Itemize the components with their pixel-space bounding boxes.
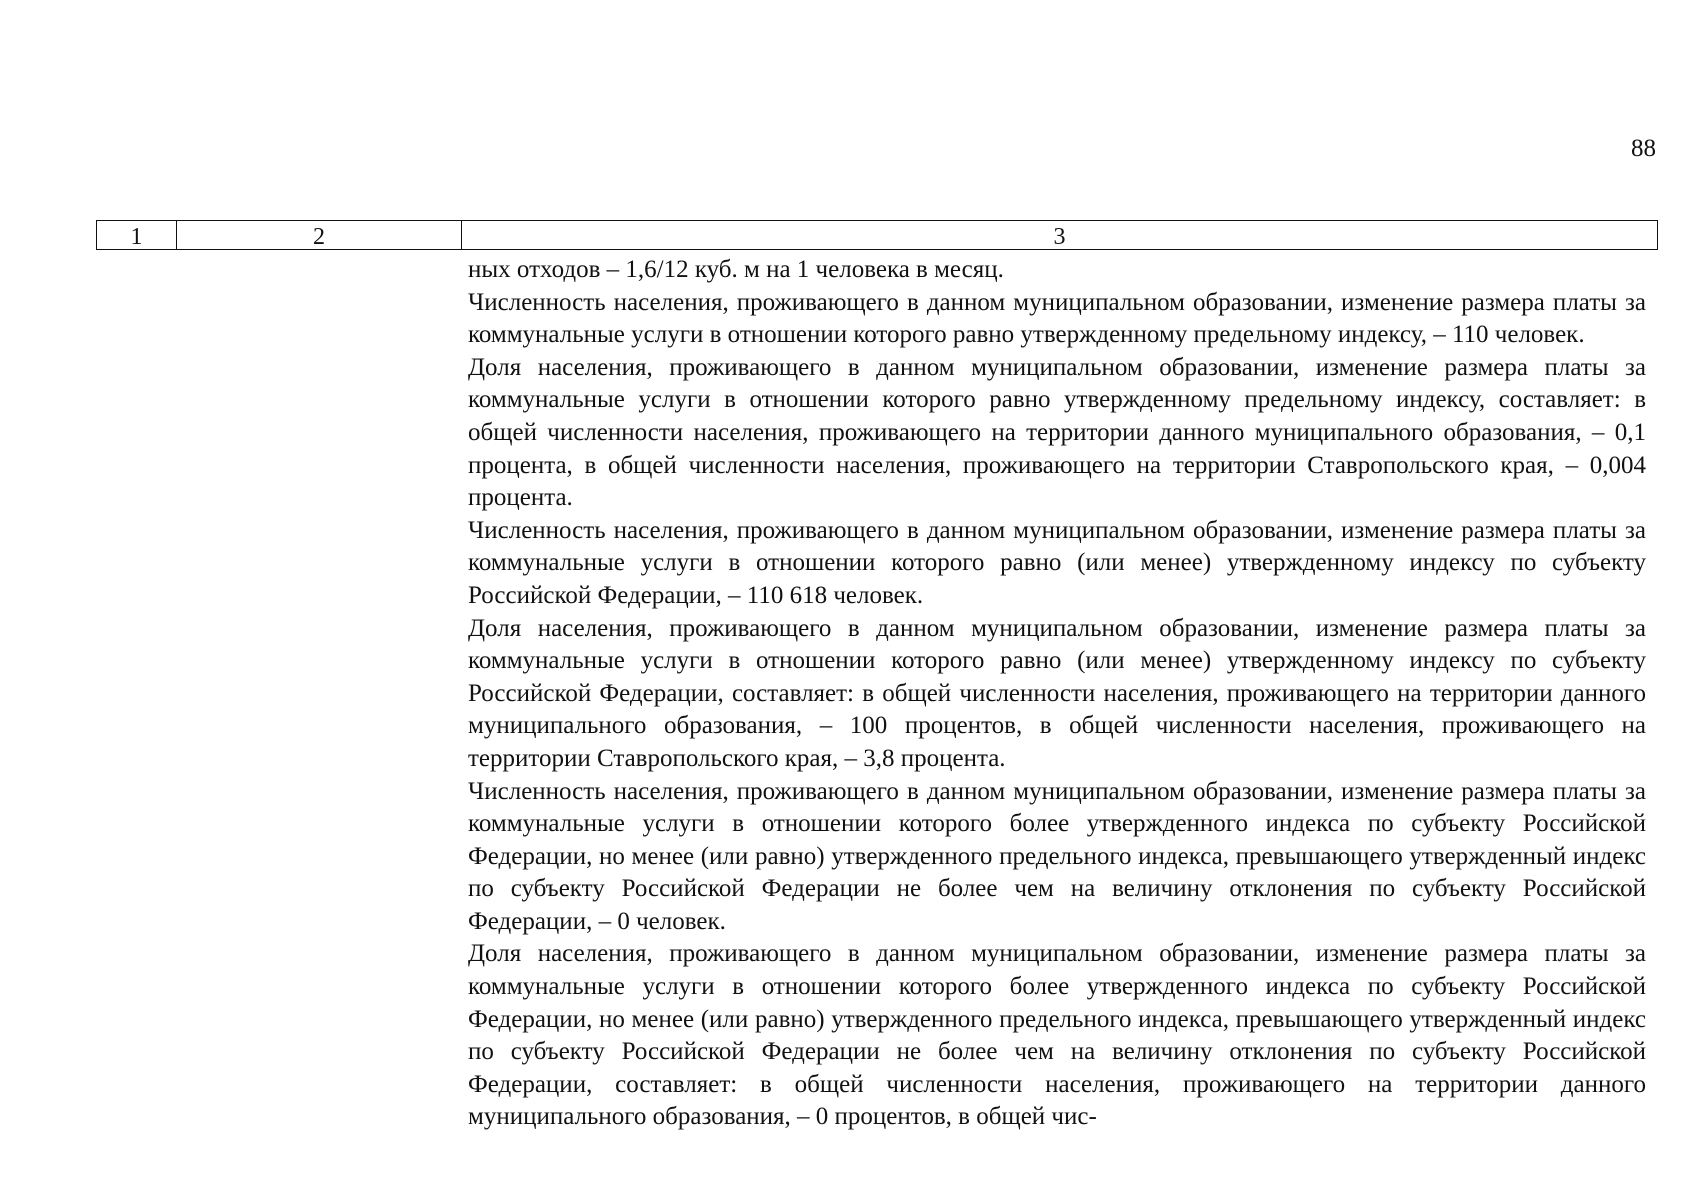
column-3-content bbox=[468, 254, 1646, 1134]
column-header-2: 2 bbox=[177, 221, 462, 250]
paragraph-population-above-index: Численность населения, проживающего в данном муниципальном образовании, изменение размера платы за коммунальные услуги в отношении которого более утвержденного индекса по субъекту Российской Федерации, но менее (или равно) утвержденного предельного индекса, превышающего утвержденный индекс по субъекту Российской Федерации не более чем на величину отклонения по субъекту Российской Федерации, – 0 человек. bbox=[468, 777, 1646, 935]
column-header-row bbox=[97, 221, 1658, 250]
column-header-1: 1 bbox=[97, 221, 177, 250]
paragraph-share-above-index: Доля населения, проживающего в данном муниципальном образовании, изменение размера платы за коммунальные услуги в отношении которого более утвержденного индекса по субъекту Российской Федерации, но менее (или равно) утвержденного предельного индекса, превышающего утвержденный индекс по субъекту Российской Федерации не более чем на величину отклонения по субъекту Российской Федерации, составляет: в общей численности населения, проживающего на территории данного муниципального образования, – 0 процентов, в общей чис- bbox=[468, 940, 1646, 1131]
paragraph-share-limit-index: Доля населения, проживающего в данном муниципальном образовании, изменение размера платы за коммунальные услуги в отношении которого равно утвержденному предельному индексу, составляет: в общей численности населения, проживающего на территории данного муниципального образования, – 0,1 процента, в общей численности населения, проживающего на территории Ставропольского края, – 0,004 процента. bbox=[468, 353, 1646, 512]
page-number: 88 bbox=[1631, 135, 1656, 162]
paragraph-population-limit-index: Численность населения, проживающего в данном муниципальном образовании, изменение размера платы за коммунальные услуги в отношении которого равно утвержденному предельному индексу, – 110 человек. bbox=[468, 288, 1646, 349]
column-header-table bbox=[96, 220, 1658, 250]
paragraph-share-subject-index: Доля населения, проживающего в данном муниципальном образовании, изменение размера платы за коммунальные услуги в отношении которого равно (или менее) утвержденному индексу по субъекту Российской Федерации, составляет: в общей численности населения, проживающего на территории данного муниципального образования, – 100 процентов, в общей численности населения, проживающего на территории Ставропольского края, – 3,8 процента. bbox=[468, 614, 1646, 772]
paragraph-waste-norm: ных отходов – 1,6/12 куб. м на 1 человека в месяц. bbox=[468, 256, 1004, 283]
paragraph-population-subject-index: Численность населения, проживающего в данном муниципальном образовании, изменение размера платы за коммунальные услуги в отношении которого равно (или менее) утвержденному индексу по субъекту Российской Федерации, – 110 618 человек. bbox=[468, 516, 1646, 609]
column-header-3: 3 bbox=[462, 221, 1658, 250]
